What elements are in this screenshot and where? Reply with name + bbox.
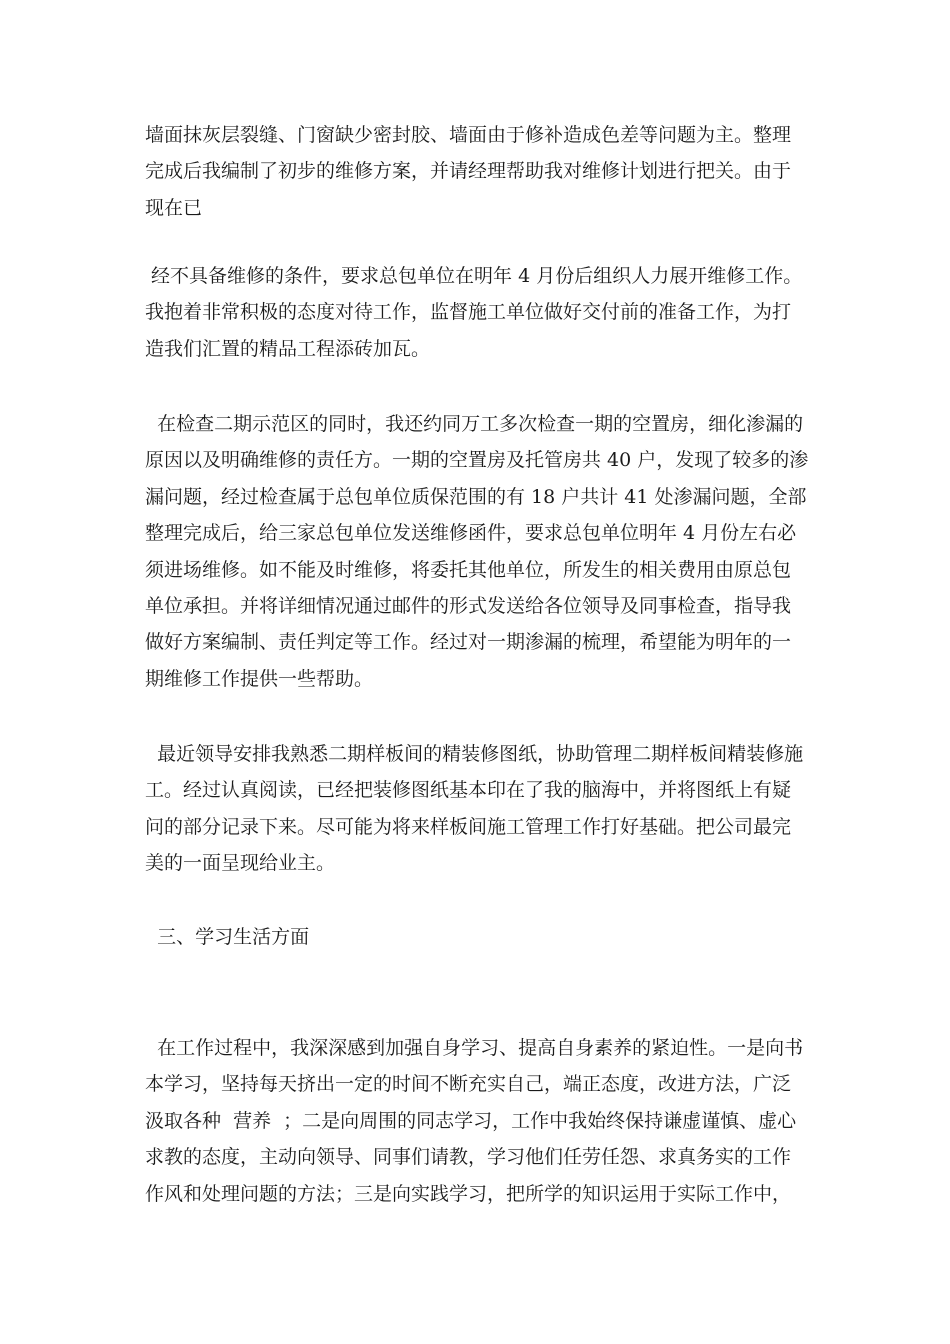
text-line: 本学习，坚持每天挤出一定的时间不断充实自己，端正态度，改进方法，广泛 [145,1073,792,1096]
text-line: 完成后我编制了初步的维修方案，并请经理帮助我对维修计划进行把关。由于 [145,160,792,183]
text-line: 经不具备维修的条件，要求总包单位在明年 4 月份后组织人力展开维修工作。 [145,265,803,287]
text-line: 单位承担。并将详细情况通过邮件的形式发送给各位领导及同事检查，指导我 [145,594,792,617]
paragraph-study-life [145,1030,805,1212]
text-line: 墙面抹灰层裂缝、门窗缺少密封胶、墙面由于修补造成色差等问题为主。整理 [145,124,792,146]
text-line: 漏问题，经过检查属于总包单位质保范围的有 18 户共计 41 处渗漏问题，全部 [145,485,807,508]
text-line: 做好方案编制、责任判定等工作。经过对一期渗漏的梳理，希望能为明年的一 [145,631,792,654]
text-line: 工。经过认真阅读，已经把装修图纸基本印在了我的脑海中，并将图纸上有疑 [145,779,792,802]
paragraph-repair-schedule [145,258,805,367]
text-line: 整理完成后，给三家总包单位发送维修函件，要求总包单位明年 4 月份左右必 [145,522,797,545]
paragraph-repair-summary [145,117,805,226]
text-line: 造我们汇置的精品工程添砖加瓦。 [145,337,431,360]
text-line: 最近领导安排我熟悉二期样板间的精装修图纸，协助管理二期样板间精装修施 [145,743,804,765]
text-line: 我抱着非常积极的态度对待工作，监督施工单位做好交付前的准备工作，为打 [145,301,792,324]
text-line: 须进场维修。如不能及时维修，将委托其他单位，所发生的相关费用由原总包 [145,558,792,581]
heading-text: 三、学习生活方面 [145,926,310,948]
text-line: 原因以及明确维修的责任方。一期的空置房及托管房共 40 户，发现了较多的渗 [145,449,809,472]
text-line: 在工作过程中，我深深感到加强自身学习、提高自身素养的紧迫性。一是向书 [145,1037,804,1059]
text-line: 问的部分记录下来。尽可能为将来样板间施工管理工作打好基础。把公司最完 [145,815,792,838]
text-line: 汲取各种 营养 ；二是向周围的同志学习，工作中我始终保持谦虚谨慎、虚心 [145,1109,797,1132]
text-line: 现在已 [145,196,203,219]
text-line: 期维修工作提供一些帮助。 [145,667,374,690]
text-line: 作风和处理问题的方法；三是向实践学习，把所学的知识运用于实际工作中， [145,1182,792,1205]
section-heading [145,919,805,955]
text-line: 美的一面呈现给业主。 [145,852,336,875]
text-line: 在检查二期示范区的同时，我还约同万工多次检查一期的空置房，细化渗漏的 [145,413,804,435]
paragraph-leak-inspection [145,406,809,697]
text-line: 求教的态度，主动向领导、同事们请教，学习他们任劳任怨、求真务实的工作 [145,1146,792,1169]
paragraph-showroom-drawings [145,736,805,882]
